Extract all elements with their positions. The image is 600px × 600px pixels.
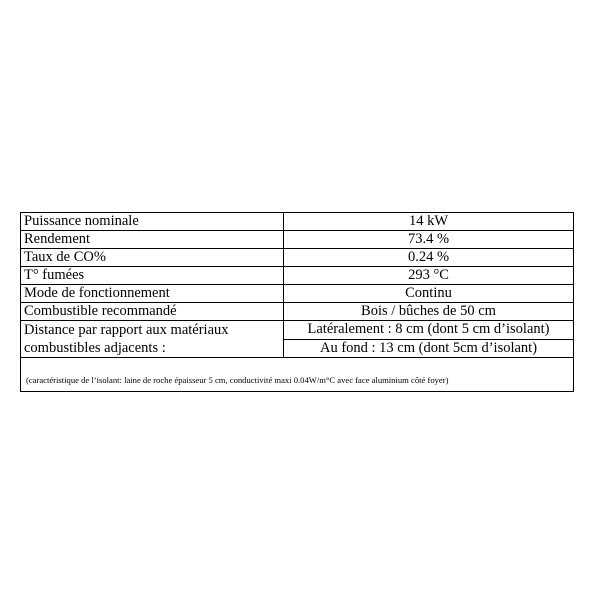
- specifications-table: [21, 213, 573, 358]
- distance-label-line-1: Distance par rapport aux matériaux: [24, 322, 229, 338]
- table-row: [21, 267, 573, 285]
- row-label-operating-mode: Mode de fonctionnement: [21, 285, 284, 303]
- row-label-co-rate: Taux de CO%: [21, 249, 284, 267]
- distance-label-line-2: combustibles adjacents :: [24, 340, 166, 356]
- table-row: [21, 213, 573, 231]
- insulation-footnote: (caractéristique de l’isolant: laine de roche épaisseur 5 cm, conductivité maxi 0.04W/m°C avec face aluminium côté foyer): [26, 375, 449, 385]
- specifications-panel: [20, 212, 574, 392]
- row-label-flue-temperature: T° fumées: [21, 267, 284, 285]
- row-value-back-distance: Au fond : 13 cm (dont 5cm d’isolant): [284, 339, 574, 358]
- row-value-lateral-distance: Latéralement : 8 cm (dont 5 cm d’isolant): [284, 321, 574, 340]
- table-row: [21, 303, 573, 321]
- row-label-distance: [21, 321, 284, 358]
- row-value-co-rate: 0.24 %: [284, 249, 574, 267]
- table-row: [21, 321, 573, 340]
- table-row: [21, 231, 573, 249]
- row-label-recommended-fuel: Combustible recommandé: [21, 303, 284, 321]
- row-value-operating-mode: Continu: [284, 285, 574, 303]
- row-value-efficiency: 73.4 %: [284, 231, 574, 249]
- table-row: [21, 285, 573, 303]
- table-row: [21, 249, 573, 267]
- row-value-flue-temperature: 293 °C: [284, 267, 574, 285]
- row-label-efficiency: Rendement: [21, 231, 284, 249]
- row-label-nominal-power: Puissance nominale: [21, 213, 284, 231]
- row-value-nominal-power: 14 kW: [284, 213, 574, 231]
- row-value-recommended-fuel: Bois / bûches de 50 cm: [284, 303, 574, 321]
